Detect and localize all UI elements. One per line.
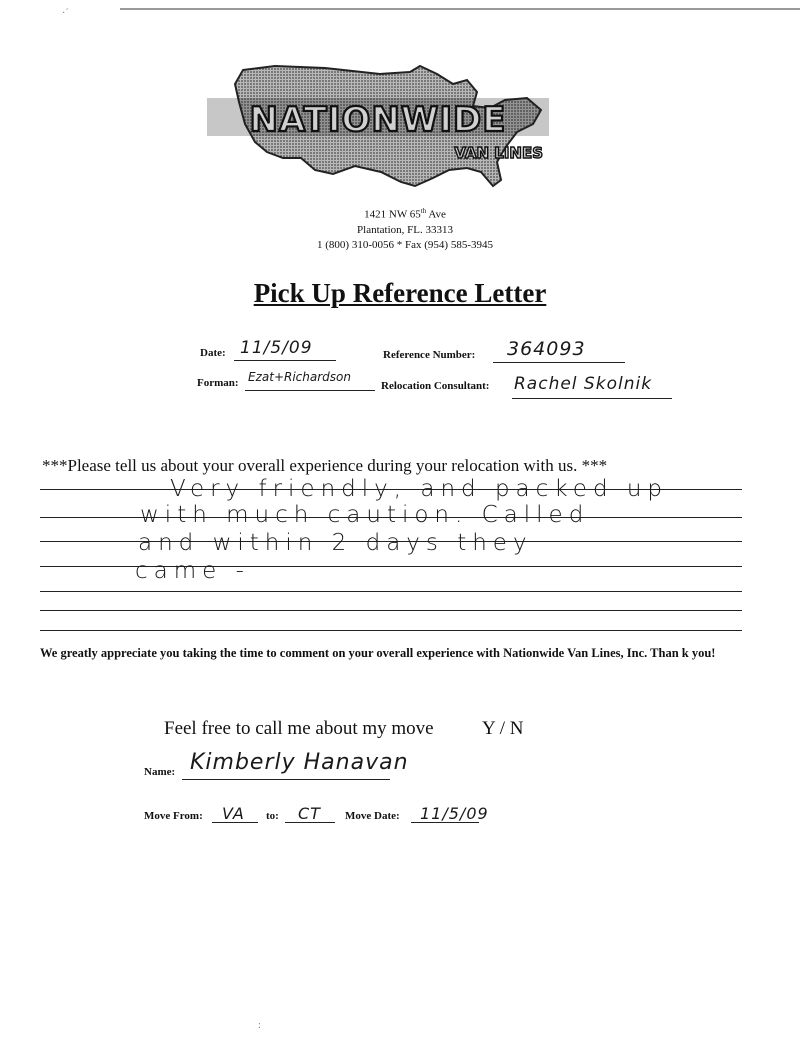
reference-number-value: 364093 (507, 338, 586, 360)
move-date-label: Move Date: (345, 810, 400, 822)
logo-wordmark: NATIONWIDE (249, 100, 507, 140)
relocation-consultant-underline (512, 398, 672, 399)
relocation-consultant-value: Rachel Skolnik (514, 374, 653, 394)
comment-rule-7 (40, 630, 742, 631)
forman-value: Ezat+Richardson (248, 370, 351, 384)
address-line-street: 1421 NW 65th Ave (364, 207, 446, 221)
address-line-city: Plantation, FL. 33313 (357, 223, 453, 236)
comment-rule-5 (40, 591, 742, 592)
comment-rule-6 (40, 610, 742, 611)
company-logo (205, 62, 555, 192)
address-line-phone: 1 (800) 310-0056 * Fax (954) 585-3945 (317, 238, 493, 251)
move-to-value: CT (298, 804, 321, 823)
experience-prompt: ***Please tell us about your overall experience during your relocation with us. *** (42, 456, 608, 475)
page-title: Pick Up Reference Letter (253, 278, 547, 308)
move-from-label: Move From: (144, 810, 203, 822)
date-underline (234, 360, 336, 361)
call-permission-text: Feel free to call me about my move (164, 718, 434, 739)
comment-text-line: with much caution. Called (140, 502, 590, 528)
scan-speck: : (258, 1020, 261, 1031)
comment-text-line: came - (135, 558, 250, 584)
company-address (240, 204, 570, 253)
scan-speck: ·´ (62, 8, 69, 19)
comment-text-line: and within 2 days they (138, 530, 533, 556)
move-to-label: to: (266, 810, 279, 822)
call-permission-yes-no: Y / N (482, 718, 524, 739)
scan-top-edge (0, 0, 800, 6)
forman-underline (245, 390, 375, 391)
name-underline (182, 779, 390, 780)
logo-tagline: VAN LINES (454, 144, 543, 162)
move-from-value: VA (222, 804, 245, 823)
reference-number-label: Reference Number: (383, 349, 476, 361)
forman-label: Forman: (197, 377, 239, 389)
date-value: 11/5/09 (240, 338, 313, 358)
relocation-consultant-label: Relocation Consultant: (381, 380, 490, 392)
date-label: Date: (200, 347, 226, 359)
name-label: Name: (144, 766, 176, 778)
comment-text-line: Very friendly, and packed up (170, 476, 669, 502)
usa-map-logo-icon (205, 62, 555, 192)
move-date-value: 11/5/09 (420, 804, 489, 823)
thank-you-note: We greatly appreciate you taking the time to comment on your overall experience with Nationwide Van Lines, Inc. Than k you! (40, 646, 716, 660)
reference-number-underline (493, 362, 625, 363)
name-value: Kimberly Hanavan (190, 750, 409, 775)
